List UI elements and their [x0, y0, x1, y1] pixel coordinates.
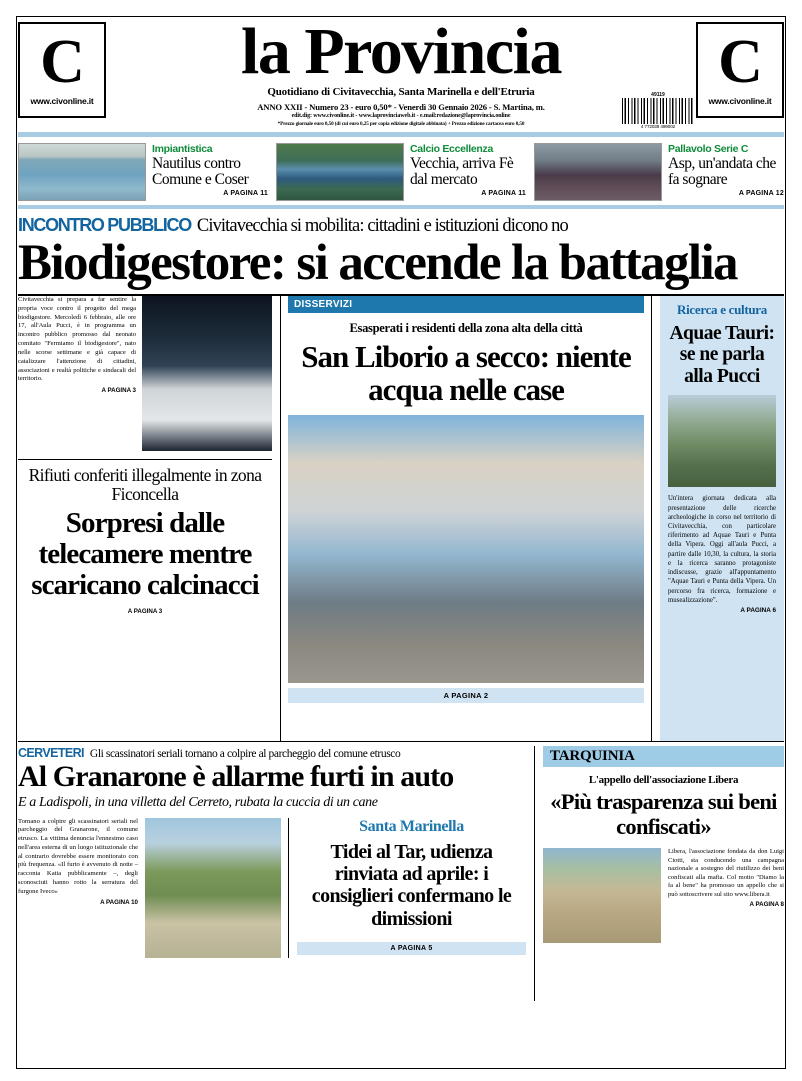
santa-marinella-headline[interactable]: Tidei al Tar, udienza rinviata ad aprile: i consiglieri confermano le dimissioni — [311, 840, 512, 930]
right-body-text: Un'intera giornata dedicata alla presentazione delle ricerche archeologiche in corso nel territorio di Civitavecchia, con particolare riferimento ad Aquae Tauri e Punta della Vipera. Oggi all'aula Pucci, a partire dalle 10,30, la cultura, la storia e la ricerca saranno protagoniste indiscusse, grazie all'appuntamento "Aquae Tauri e Punta della Vipera. Un percorso fra ricerca, formazione e musealizzazione". — [668, 495, 776, 604]
sport-page-ref: A PAGINA 12 — [738, 190, 784, 198]
right-page-ref: A PAGINA 6 — [740, 607, 776, 615]
sport-page-ref: A PAGINA 11 — [481, 190, 526, 198]
right-column — [652, 296, 784, 741]
bottom-left-column — [18, 746, 534, 1001]
lead-page-ref: A PAGINA 3 — [101, 387, 136, 395]
tarquinia-column — [534, 746, 784, 1001]
sport-headline: Nautilus contro Comune e Coser — [152, 155, 249, 189]
section-badge-tarquinia: TARQUINIA — [543, 746, 784, 767]
santa-marinella-kicker: Santa Marinella — [359, 817, 464, 835]
barcode-number: 4 772038 499002 — [640, 123, 676, 129]
archaeological-landscape-photo — [668, 395, 776, 487]
right-kicker: Ricerca e cultura — [677, 301, 767, 317]
swimming-pool-photo — [18, 143, 146, 201]
tarquinia-kicker: L'appello dell'associazione Libera — [588, 774, 739, 787]
sport-teaser-impiantistica[interactable] — [18, 143, 268, 201]
lead-subhead: Civitavecchia si mobilita: cittadini e istituzioni dicono no — [196, 215, 568, 236]
tarquinia-page-ref: A PAGINA 8 — [749, 901, 784, 909]
left-column — [18, 296, 280, 741]
cerveteri-kicker: CERVETERI — [18, 746, 84, 761]
water-tanker-truck-photo — [288, 415, 644, 683]
bottom-divider — [18, 741, 784, 743]
protest-banner-photo — [142, 296, 272, 451]
parking-lot-photo — [145, 818, 281, 958]
barcode-group — [622, 92, 694, 129]
bottom-section — [18, 746, 784, 1001]
lead-kicker-row — [18, 209, 784, 237]
cerveteri-deck: E a Ladispoli, in una villetta del Cerreto, rubata la cuccia di un cane — [18, 794, 378, 810]
volleyball-team-photo — [534, 143, 662, 201]
football-players-photo — [276, 143, 404, 201]
barcode-icon — [622, 98, 694, 124]
sport-teaser-pallavolo[interactable] — [534, 143, 784, 201]
sport-kicker: Pallavolo Serie C — [668, 143, 749, 155]
left-second-page-ref: A PAGINA 3 — [127, 608, 163, 616]
santa-marinella-block — [288, 818, 526, 958]
sport-headline: Vecchia, arriva Fè dal mercato — [410, 155, 514, 189]
masthead-web-line: edit.dig: www.civonline.it - www.laprovinciaweb.it - e.mail:redazione@laprovincia.online — [291, 113, 511, 120]
tarquinia-headline[interactable]: «Più trasparenza sui beni confiscati» — [550, 789, 777, 840]
cerveteri-kicker-row — [18, 746, 526, 760]
middle-page-ref: A PAGINA 2 — [288, 688, 644, 703]
masthead-price-note: *Prezzo giornale euro 0,50 (di cui euro 0,25 per copia edizione digitale abbinata) + Prezzo edizione cartacea euro 0,50 — [277, 120, 525, 127]
left-column-divider — [18, 459, 272, 460]
cerveteri-subhead: Gli scassinatori seriali tornano a colpire al parcheggio del comune etrusco — [89, 748, 401, 761]
masthead-subtitle: Quotidiano di Civitavecchia, Santa Marinella e dell'Etruria — [267, 85, 535, 98]
santa-marinella-page-ref: A PAGINA 5 — [297, 942, 526, 955]
lead-body-text: Civitavecchia si prepara a far sentire la propria voce contro il progetto del mega biodigestore. Mercoledì 6 febbraio, alle ore 17, all'Aula Pucci, è in programma un incontro pubblico promosso dal neonato comitato "Fermiamo il biodigestore", nato nelle scorse settimane e già capace di catalizzare l'attenzione di cittadini, associazioni e realtà politiche e sindacali del territorio. — [18, 295, 136, 383]
sports-strip — [18, 137, 784, 205]
sport-headline: Asp, un'andata che fa sognare — [668, 155, 776, 189]
sport-teaser-calcio[interactable] — [276, 143, 526, 201]
section-badge-disservizi: DISSERVIZI — [288, 296, 644, 313]
lead-headline[interactable]: Biodigestore: si accende la battaglia — [18, 234, 737, 291]
logo-left[interactable] — [18, 22, 106, 118]
middle-headline[interactable]: San Liborio a secco: niente acqua nelle case — [301, 338, 631, 408]
aerial-town-view-photo — [543, 848, 661, 943]
logo-right[interactable] — [696, 22, 784, 118]
tarquinia-body-text: Libera, l'associazione fondata da don Luigi Ciotti, sta conducendo una campagna nazionale a sostegno del riutilizzo dei beni confiscati alla mafia. Col motto "Diamo la fa al bene" ha promosso un appello che si può sottoscrivere sul sito www.libera.it — [668, 847, 784, 898]
barcode-top-number: 49119 — [651, 91, 665, 98]
cerveteri-body-text: Tornano a colpire gli scassinatori seriali nel parcheggio del Granarone, il comune etrusco. La vittima denuncia l'ennesimo caso nell'area esterna di un luogo istituzionale che al contrario dovrebbe essere monitorato con più frequenza. «Il furto è avvenuto di notte – racconta Katia pubblicamente –, degli sconosciuti hanno rotto la serratura del furgone Iveco» — [18, 817, 138, 895]
middle-kicker: Esasperati i residenti della zona alta della città — [349, 320, 583, 335]
right-headline[interactable]: Aquae Tauri: se ne parla alla Pucci — [669, 322, 775, 387]
masthead — [18, 0, 784, 128]
masthead-issue-line: ANNO XXII - Numero 23 - euro 0,50* - Venerdì 30 Gennaio 2026 - S. Martina, m. — [257, 101, 545, 112]
logo-left-letter: C — [40, 28, 84, 97]
middle-column — [280, 296, 652, 741]
logo-right-letter: C — [718, 28, 762, 97]
sport-kicker: Impiantistica — [152, 143, 213, 155]
sport-kicker: Calcio Eccellenza — [410, 143, 494, 155]
lead-kicker: INCONTRO PUBBLICO — [18, 214, 191, 235]
logo-right-url: www.civonline.it — [708, 95, 772, 106]
page-title: la Provincia — [241, 15, 561, 88]
body-grid — [18, 296, 784, 741]
cerveteri-headline[interactable]: Al Granarone è allarme furti in auto — [18, 760, 454, 794]
masthead-center — [106, 15, 696, 129]
sport-page-ref: A PAGINA 11 — [223, 190, 268, 198]
left-second-kicker: Rifiuti conferiti illegalmente in zona Ficoncella — [28, 464, 262, 504]
logo-left-url: www.civonline.it — [30, 95, 94, 106]
cerveteri-page-ref: A PAGINA 10 — [100, 898, 138, 906]
left-second-headline[interactable]: Sorpresi dalle telecamere mentre scaricano calcinacci — [31, 507, 259, 601]
cerveteri-text-block — [18, 818, 138, 958]
